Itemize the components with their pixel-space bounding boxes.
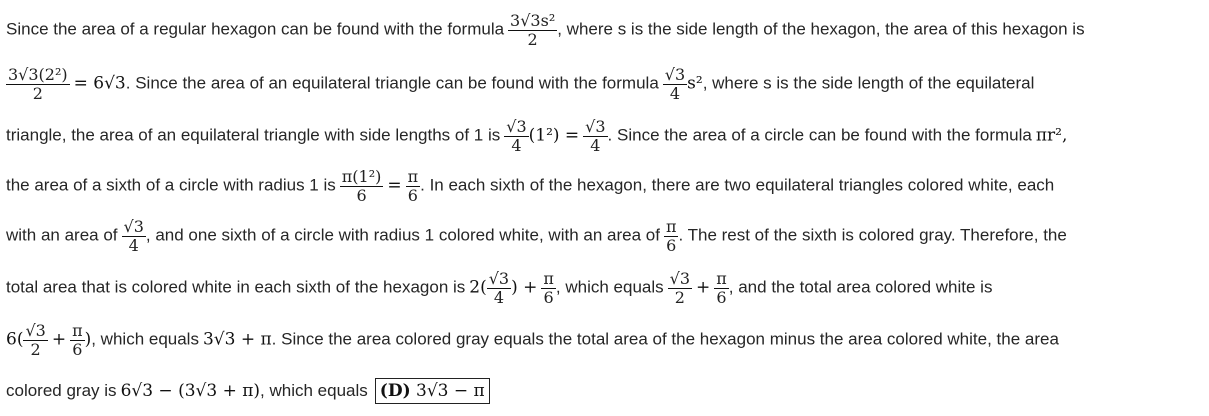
triangle-area-formula: $\frac{√3}{4}$ [664, 65, 686, 104]
sector-area-fraction: $\frac{\pi}{6}$ [543, 269, 554, 308]
text-segment: with an area of [6, 225, 118, 245]
text-segment: , which equals [555, 277, 664, 297]
text-segment: . In each sixth of the hexagon, there are two equilateral triangles colored white, each [420, 175, 1055, 195]
answer-choice-label: (D) [379, 381, 411, 401]
math-segment: + [51, 329, 67, 350]
text-segment: the area of a sixth of a circle with radius 1 is [6, 175, 336, 195]
solution-line-3 [6, 118, 1067, 156]
text-segment: triangle, the area of an equilateral triangle with side lengths of 1 is [6, 125, 501, 145]
math-segment: 6( [6, 329, 24, 350]
solution-line-1 [6, 12, 1085, 50]
half-root-three-fraction: $\frac{√3}{2}$ [669, 269, 691, 308]
text-segment: , where s is the side length of the hexagon, the area of this hexagon is [557, 19, 1085, 39]
math-segment: 3√3 + π [202, 329, 272, 350]
text-segment: , and one sixth of a circle with radius 1 colored white, with an area of [145, 225, 660, 245]
triangle-area-fraction: $\frac{√3}{4}$ [123, 217, 144, 256]
math-segment: (1²) = [528, 125, 580, 146]
solution-line-4 [6, 168, 1054, 206]
half-root-three-fraction: $\frac{√3}{2}$ [25, 321, 46, 360]
text-segment: , and the total area colored white is [728, 277, 993, 297]
text-segment: , which equals [260, 381, 368, 400]
text-segment: total area that is colored white in each sixth of the hexagon is [6, 277, 466, 297]
sector-area-fraction: $\frac{\text{π(1²)}}{6}$ [341, 167, 382, 206]
sector-area-fraction: $\frac{\pi}{6}$ [716, 269, 727, 308]
text-segment: . Since the area of a circle can be found with the formula [607, 125, 1032, 145]
solution-line-7 [6, 322, 1059, 360]
math-segment: = 6√3 [73, 73, 126, 94]
triangle-area-fraction: $\frac{√3}{4}$ [488, 269, 510, 308]
hexagon-area-computation: $\frac{\text{3√3(2²)}}{2}$ [8, 65, 68, 104]
math-segment: = [387, 175, 402, 196]
hexagon-area-formula: $\frac{\text{3√3s²}}{2}$ [510, 11, 556, 50]
text-segment: . Since the area colored gray equals the total area of the hexagon minus the area colored white, the area [271, 329, 1059, 349]
solution-line-8 [6, 378, 490, 404]
math-segment: ) + [511, 277, 538, 298]
text-segment: , where s is the side length of the equilateral [702, 73, 1035, 93]
triangle-area-fraction: $\frac{√3}{4}$ [506, 117, 527, 156]
sector-area-fraction: $\frac{\pi}{6}$ [72, 321, 83, 360]
math-segment: + [696, 277, 711, 298]
text-segment: . Since the area of an equilateral triangle can be found with the formula [125, 73, 659, 93]
text-segment: . The rest of the sixth is colored gray. Therefore, the [678, 225, 1067, 245]
solution-line-6 [6, 270, 992, 308]
math-segment: ) [84, 329, 92, 350]
sector-area-fraction: $\frac{\pi}{6}$ [665, 217, 677, 256]
final-answer-box [375, 378, 490, 404]
text-segment: Since the area of a regular hexagon can be found with the formula [6, 19, 505, 39]
answer-value: 3√3 − π [416, 381, 485, 401]
math-segment: 6√3 − (3√3 + π) [120, 381, 261, 401]
solution-line-5 [6, 218, 1067, 256]
math-segment: πr², [1035, 125, 1068, 146]
math-segment: s² [687, 73, 703, 94]
text-segment: colored gray is [6, 381, 117, 400]
triangle-area-result: $\frac{√3}{4}$ [585, 117, 606, 156]
sector-area-result: $\frac{\pi}{6}$ [407, 167, 419, 206]
text-segment: , which equals [91, 329, 199, 349]
math-segment: 2( [469, 277, 487, 298]
solution-line-2 [6, 66, 1034, 104]
